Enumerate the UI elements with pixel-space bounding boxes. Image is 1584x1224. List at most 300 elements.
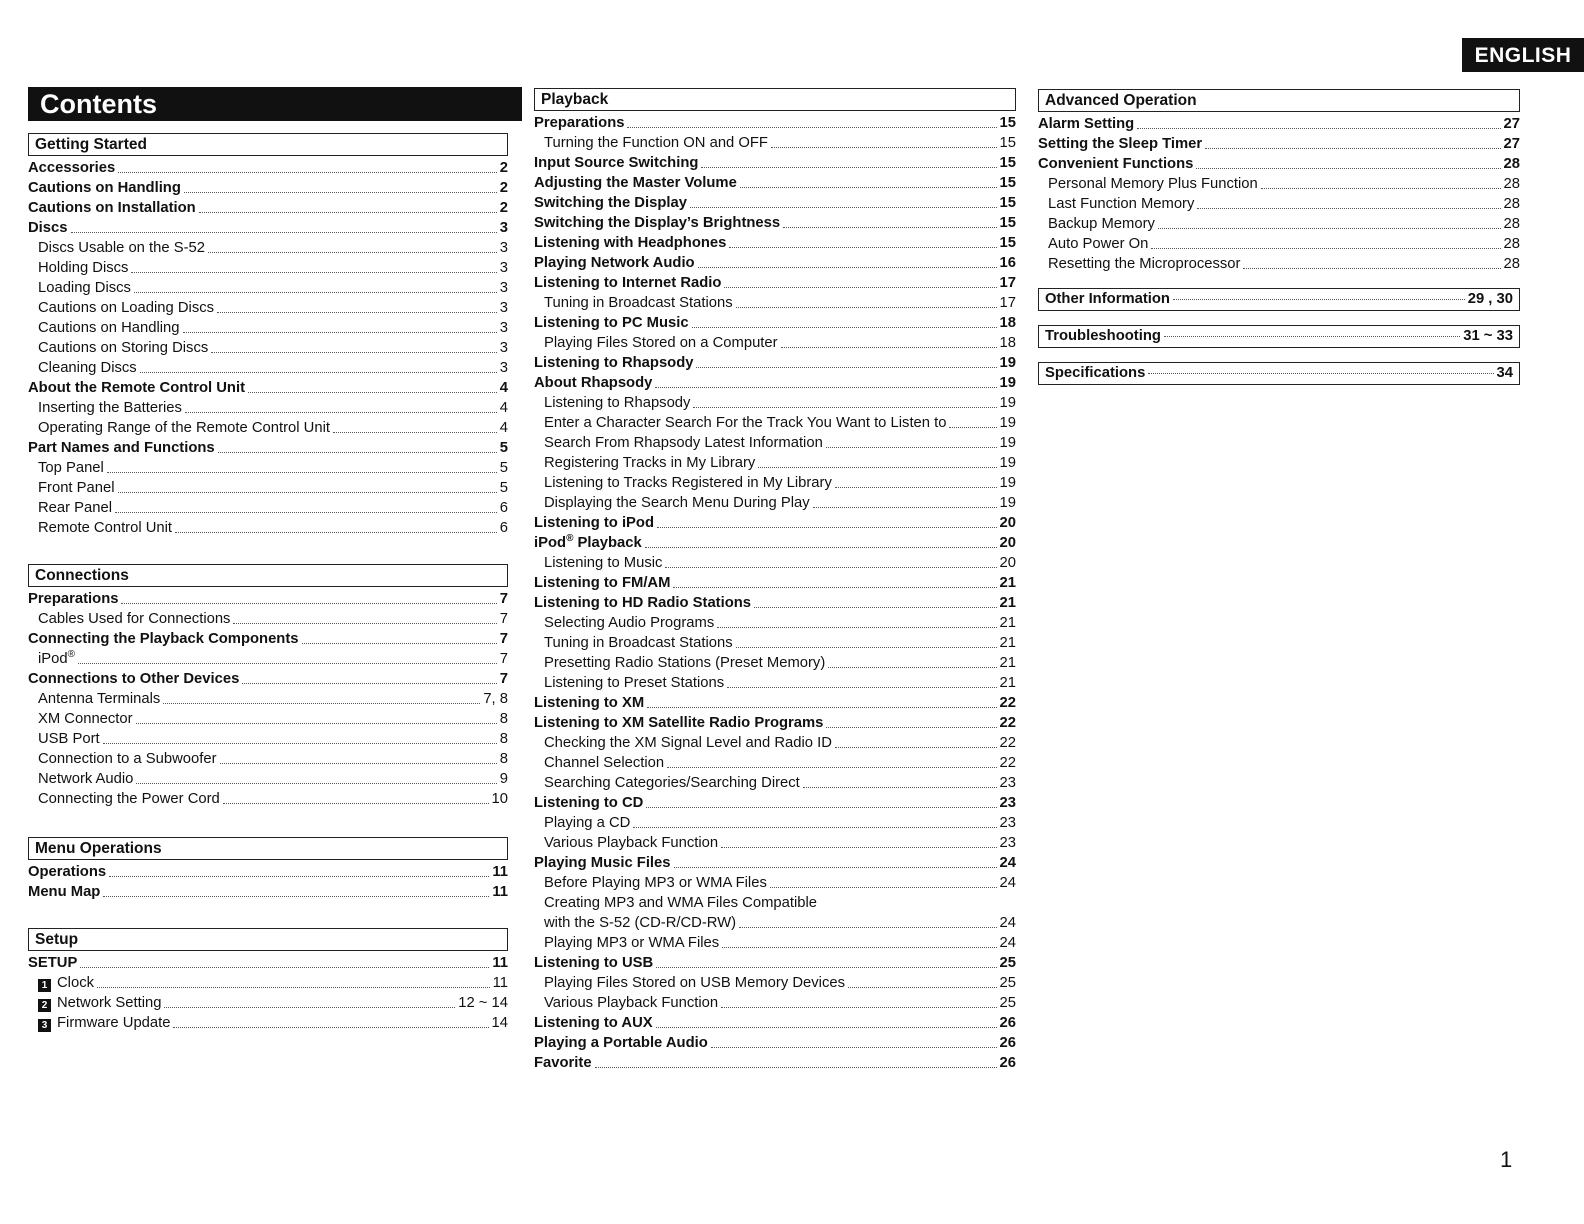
- toc-entry-label: Cautions on Storing Discs: [38, 340, 209, 356]
- toc-page-number: 17: [999, 295, 1016, 311]
- toc-page-number: 11: [492, 955, 508, 971]
- leader-dots: [783, 227, 996, 228]
- toc-page-number: 3: [499, 300, 508, 316]
- toc-entry: [1038, 254, 1520, 274]
- toc-entry: [28, 609, 508, 629]
- toc-entry: [534, 353, 1016, 373]
- toc-entry-label: Rear Panel: [38, 500, 113, 516]
- toc-entry: [534, 593, 1016, 613]
- leader-dots: [121, 603, 496, 604]
- toc-entry-label: Enter a Character Search For the Track You Want to Listen to: [544, 415, 947, 431]
- toc-entry-label: Remote Control Unit: [38, 520, 173, 536]
- toc-entry: [28, 729, 508, 749]
- toc-entry-label: Discs: [28, 220, 68, 236]
- toc-entry-label: Selecting Audio Programs: [544, 615, 715, 631]
- toc-page-number: 21: [999, 575, 1016, 591]
- leader-dots: [115, 512, 497, 513]
- toc-page-number: 7: [499, 631, 508, 647]
- toc-entry: [534, 393, 1016, 413]
- leader-dots: [665, 567, 996, 568]
- toc-entry-label: Front Panel: [38, 480, 115, 496]
- leader-dots: [835, 487, 997, 488]
- leader-dots: [647, 707, 996, 708]
- toc-entry: [1038, 114, 1520, 134]
- toc-entry: [534, 333, 1016, 353]
- toc-page-number: 21: [999, 635, 1016, 651]
- leader-dots: [949, 427, 996, 428]
- toc-entry: [28, 278, 508, 298]
- leader-dots: [690, 207, 997, 208]
- toc-page-number: 19: [999, 475, 1016, 491]
- registered-mark: ®: [67, 649, 75, 661]
- toc-entry: [534, 973, 1016, 993]
- leader-dots: [118, 492, 497, 493]
- toc-entry-label: Listening to Rhapsody: [534, 355, 694, 371]
- toc-entry-label: Checking the XM Signal Level and Radio ID: [544, 735, 832, 751]
- toc-entry: [28, 318, 508, 338]
- toc-entry: [534, 453, 1016, 473]
- toc-entry: [28, 218, 508, 238]
- toc-entry: [534, 153, 1016, 173]
- toc-page-number: 11: [492, 975, 508, 991]
- toc-entry-label: Listening to AUX: [534, 1015, 653, 1031]
- toc-entry-label: Presetting Radio Stations (Preset Memory): [544, 655, 826, 671]
- toc-entry: [28, 418, 508, 438]
- toc-entry: [1038, 194, 1520, 214]
- toc-page-number: 20: [999, 535, 1016, 551]
- leader-dots: [803, 787, 997, 788]
- toc-entry-label: Inserting the Batteries: [38, 400, 182, 416]
- toc-entry-label: Listening to USB: [534, 955, 654, 971]
- toc-page-number: 19: [999, 455, 1016, 471]
- toc-page-number: 26: [999, 1015, 1016, 1031]
- toc-entry: [1038, 214, 1520, 234]
- leader-dots: [1243, 268, 1500, 269]
- toc-entry-label: Cautions on Loading Discs: [38, 300, 215, 316]
- toc-page-number: 26: [999, 1055, 1016, 1071]
- toc-entry: [28, 378, 508, 398]
- leader-dots: [78, 663, 497, 664]
- toc-entry-label: Listening to Music: [544, 555, 663, 571]
- toc-entry: [534, 513, 1016, 533]
- toc-page-number: 2: [499, 180, 508, 196]
- leader-dots: [595, 1067, 997, 1068]
- toc-entry-label: Cables Used for Connections: [38, 611, 231, 627]
- toc-page-number: 28: [1503, 236, 1520, 252]
- leader-dots: [175, 532, 497, 533]
- toc-page-number: 11: [492, 884, 508, 900]
- toc-page-number: 25: [999, 975, 1016, 991]
- toc-entry: [534, 173, 1016, 193]
- toc-entry: [28, 709, 508, 729]
- toc-entry-label: Listening to FM/AM: [534, 575, 671, 591]
- leader-dots: [771, 147, 997, 148]
- toc-entry-label: Cautions on Handling: [38, 320, 180, 336]
- toc-page-number: 19: [999, 375, 1016, 391]
- toc-entry-label: Playing a CD: [544, 815, 631, 831]
- toc-entry-label: USB Port: [38, 731, 100, 747]
- leader-dots: [1151, 248, 1500, 249]
- leader-dots: [1197, 208, 1500, 209]
- leader-dots: [721, 847, 996, 848]
- leader-dots: [645, 547, 997, 548]
- toc-page-number: 18: [999, 335, 1016, 351]
- toc-entry: [534, 853, 1016, 873]
- toc-entry-label: Listening to Preset Stations: [544, 675, 725, 691]
- toc-entry: [28, 398, 508, 418]
- toc-page-number: 3: [499, 360, 508, 376]
- toc-entry-label: Connecting the Playback Components: [28, 631, 299, 647]
- toc-page-number: 31 ~ 33: [1463, 328, 1513, 344]
- toc-entry-label: Antenna Terminals: [38, 691, 161, 707]
- section-heading: Connections: [28, 564, 508, 587]
- toc-entry-label: Playing Network Audio: [534, 255, 695, 271]
- toc-entry-label: Listening to Tracks Registered in My Library: [544, 475, 832, 491]
- toc-page-number: 8: [499, 711, 508, 727]
- toc-page-number: 15: [999, 195, 1016, 211]
- toc-entry: [28, 258, 508, 278]
- toc-page-number: 4: [499, 380, 508, 396]
- toc-entry-label: Listening to iPod: [534, 515, 655, 531]
- toc-page-number: 9: [499, 771, 508, 787]
- toc-entry-label: About Rhapsody: [534, 375, 653, 391]
- leader-dots: [118, 172, 497, 173]
- page-title: Contents: [28, 87, 522, 121]
- toc-page-number: 23: [999, 775, 1016, 791]
- toc-page-number: 7: [499, 651, 508, 667]
- toc-page-number: 19: [999, 395, 1016, 411]
- toc-entry: [534, 833, 1016, 853]
- toc-entry-label: Cleaning Discs: [38, 360, 137, 376]
- toc-page-number: 2: [499, 200, 508, 216]
- toc-section: [534, 88, 1016, 1073]
- toc-entry-label: 2 Network Setting: [38, 994, 161, 1013]
- toc-page-number: 8: [499, 731, 508, 747]
- toc-entry-label: Setting the Sleep Timer: [1038, 136, 1203, 152]
- step-number-badge: 2: [38, 999, 51, 1012]
- toc-page-number: 21: [999, 595, 1016, 611]
- toc-entry: [28, 298, 508, 318]
- toc-page-number: 10: [491, 791, 508, 807]
- toc-page-number: 5: [499, 460, 508, 476]
- toc-page-number: 2: [499, 160, 508, 176]
- toc-entry: [534, 533, 1016, 553]
- toc-page-number: 5: [499, 440, 508, 456]
- page-number: 1: [1500, 1147, 1513, 1172]
- leader-dots: [233, 623, 496, 624]
- leader-dots: [673, 587, 996, 588]
- toc-entry: [534, 913, 1016, 933]
- toc-entry-label: Part Names and Functions: [28, 440, 215, 456]
- toc-page-number: 21: [999, 655, 1016, 671]
- leader-dots: [185, 412, 497, 413]
- toc-entry: [534, 673, 1016, 693]
- toc-page-number: 14: [491, 1015, 508, 1031]
- toc-entry: [534, 573, 1016, 593]
- leader-dots: [302, 643, 497, 644]
- toc-entry-label: Network Audio: [38, 771, 134, 787]
- toc-entry: [534, 133, 1016, 153]
- toc-entry-label: Search From Rhapsody Latest Information: [544, 435, 823, 451]
- toc-entry: [28, 1013, 508, 1033]
- toc-entry: [534, 373, 1016, 393]
- toc-entry-label: Listening to CD: [534, 795, 644, 811]
- toc-entry-label: Creating MP3 and WMA Files Compatible: [544, 895, 818, 911]
- toc-entry: [28, 178, 508, 198]
- toc-entry: [28, 769, 508, 789]
- leader-dots: [656, 1027, 997, 1028]
- toc-entry-label: Listening to PC Music: [534, 315, 689, 331]
- toc-entry: [534, 773, 1016, 793]
- section-heading: Menu Operations: [28, 837, 508, 860]
- toc-page-number: 19: [999, 415, 1016, 431]
- toc-page-number: 22: [999, 755, 1016, 771]
- toc-page-number: 3: [499, 280, 508, 296]
- toc-entry-label: Operations: [28, 864, 107, 880]
- toc-entry: [534, 933, 1016, 953]
- leader-dots: [184, 192, 497, 193]
- toc-column-2: [534, 88, 1016, 1093]
- toc-page-number: 19: [999, 355, 1016, 371]
- toc-page-number: 24: [999, 875, 1016, 891]
- toc-entry-label: Last Function Memory: [1048, 196, 1195, 212]
- toc-column-1: [28, 87, 508, 1053]
- leader-dots: [701, 167, 996, 168]
- toc-page-number: 22: [999, 695, 1016, 711]
- toc-entry: [28, 158, 508, 178]
- leader-dots: [722, 947, 996, 948]
- leader-dots: [208, 252, 497, 253]
- leader-dots: [140, 372, 497, 373]
- toc-entry-label: Listening to Internet Radio: [534, 275, 722, 291]
- toc-entry: [534, 413, 1016, 433]
- toc-entry: [1038, 234, 1520, 254]
- toc-entry: [534, 313, 1016, 333]
- toc-page-number: 6: [499, 520, 508, 536]
- toc-page-number: 20: [999, 515, 1016, 531]
- leader-dots: [164, 1007, 455, 1008]
- toc-entry-label: Personal Memory Plus Function: [1048, 176, 1258, 192]
- toc-entry: [28, 358, 508, 378]
- toc-entry: [534, 733, 1016, 753]
- toc-entry-label: 3 Firmware Update: [38, 1014, 170, 1033]
- leader-dots: [729, 247, 996, 248]
- toc-entry: [28, 953, 508, 973]
- toc-page-number: 22: [999, 735, 1016, 751]
- toc-entry: [534, 493, 1016, 513]
- leader-dots: [248, 392, 497, 393]
- toc-entry: [28, 973, 508, 993]
- toc-entry-label: Input Source Switching: [534, 155, 699, 171]
- toc-page-number: 19: [999, 495, 1016, 511]
- leader-dots: [698, 267, 997, 268]
- toc-page-number: 24: [999, 915, 1016, 931]
- toc-section: [28, 837, 508, 902]
- toc-page-number: 22: [999, 715, 1016, 731]
- leader-dots: [848, 987, 997, 988]
- toc-entry: [28, 882, 508, 902]
- toc-entry-label: Listening to Rhapsody: [544, 395, 691, 411]
- toc-page-number: 3: [499, 220, 508, 236]
- leader-dots: [103, 896, 489, 897]
- toc-entry-label: Loading Discs: [38, 280, 131, 296]
- toc-page-number: 15: [999, 115, 1016, 131]
- toc-page-number: 6: [499, 500, 508, 516]
- leader-dots: [692, 327, 997, 328]
- toc-entry: [1038, 174, 1520, 194]
- toc-entry: [28, 438, 508, 458]
- toc-entry: [534, 473, 1016, 493]
- leader-dots: [633, 827, 996, 828]
- toc-entry-label: Connecting the Power Cord: [38, 791, 220, 807]
- leader-dots: [655, 387, 996, 388]
- toc-entry-label: About the Remote Control Unit: [28, 380, 245, 396]
- toc-page-number: 26: [999, 1035, 1016, 1051]
- leader-dots: [242, 683, 496, 684]
- toc-page-number: 23: [999, 795, 1016, 811]
- leader-dots: [770, 887, 997, 888]
- toc-entry-label: Registering Tracks in My Library: [544, 455, 756, 471]
- toc-entry-label: Switching the Display’s Brightness: [534, 215, 781, 231]
- toc-section: [28, 133, 508, 538]
- leader-dots: [1196, 168, 1500, 169]
- leader-dots: [1205, 148, 1500, 149]
- toc-entry-label: Cautions on Handling: [28, 180, 181, 196]
- leader-dots: [693, 407, 996, 408]
- leader-dots: [758, 467, 996, 468]
- toc-page-number: 4: [499, 400, 508, 416]
- toc-entry-label: Connections to Other Devices: [28, 671, 240, 687]
- toc-entry: [28, 669, 508, 689]
- toc-entry: [534, 713, 1016, 733]
- toc-entry-label: SETUP: [28, 955, 78, 971]
- leader-dots: [835, 747, 997, 748]
- toc-page-number: 34: [1496, 365, 1513, 381]
- toc-page-number: 27: [1503, 136, 1520, 152]
- toc-entry: [28, 589, 508, 609]
- toc-page-number: 5: [499, 480, 508, 496]
- toc-page-number: 23: [999, 835, 1016, 851]
- leader-dots: [724, 287, 996, 288]
- toc-entry-label: Preparations: [534, 115, 625, 131]
- toc-entry-label: Cautions on Installation: [28, 200, 196, 216]
- toc-page-number: 28: [1503, 216, 1520, 232]
- toc-page-number: 7: [499, 591, 508, 607]
- toc-entry: [534, 893, 1016, 913]
- toc-page-number: 17: [999, 275, 1016, 291]
- toc-section: [28, 564, 508, 809]
- toc-entry-label: Top Panel: [38, 460, 104, 476]
- toc-entry-label: Searching Categories/Searching Direct: [544, 775, 800, 791]
- leader-dots: [740, 187, 997, 188]
- toc-entry-label: Switching the Display: [534, 195, 687, 211]
- leader-dots: [674, 867, 997, 868]
- leader-dots: [646, 807, 996, 808]
- toc-page-number: 3: [499, 240, 508, 256]
- leader-dots: [736, 647, 997, 648]
- leader-dots: [1173, 299, 1465, 300]
- toc-entry-label: Channel Selection: [544, 755, 665, 771]
- toc-entry-label: Listening to HD Radio Stations: [534, 595, 752, 611]
- toc-entry-label: Discs Usable on the S-52: [38, 240, 205, 256]
- leader-dots: [828, 667, 996, 668]
- leader-dots: [97, 987, 490, 988]
- toc-page-number: 25: [999, 995, 1016, 1011]
- toc-entry-label: Favorite: [534, 1055, 592, 1071]
- toc-entry: [534, 813, 1016, 833]
- toc-entry-label: Operating Range of the Remote Control Unit: [38, 420, 330, 436]
- toc-page-number: 28: [1503, 256, 1520, 272]
- toc-page-number: 12 ~ 14: [458, 995, 508, 1011]
- toc-entry-label: Listening to XM: [534, 695, 645, 711]
- toc-entry-label: Listening to XM Satellite Radio Programs: [534, 715, 824, 731]
- toc-entry: [28, 862, 508, 882]
- language-tab: ENGLISH: [1462, 38, 1584, 72]
- toc-page-number: 8: [499, 751, 508, 767]
- toc-entry-label: Resetting the Microprocessor: [1048, 256, 1241, 272]
- leader-dots: [183, 332, 497, 333]
- leader-dots: [826, 447, 997, 448]
- toc-page-number: 28: [1503, 156, 1520, 172]
- toc-entry: [28, 789, 508, 809]
- toc-entry-label: Backup Memory: [1048, 216, 1155, 232]
- step-number-badge: 3: [38, 1019, 51, 1032]
- toc-entry: [534, 193, 1016, 213]
- toc-entry: [1038, 134, 1520, 154]
- toc-entry: [534, 1013, 1016, 1033]
- leader-dots: [696, 367, 996, 368]
- toc-page-number: 25: [999, 955, 1016, 971]
- toc-entry: [534, 653, 1016, 673]
- toc-page-number: 24: [999, 855, 1016, 871]
- leader-dots: [1137, 128, 1500, 129]
- leader-dots: [754, 607, 997, 608]
- leader-dots: [218, 452, 497, 453]
- toc-page-number: 15: [999, 215, 1016, 231]
- toc-entry: [534, 233, 1016, 253]
- toc-entry-label: Tuning in Broadcast Stations: [544, 635, 733, 651]
- toc-entry-label: Playing Music Files: [534, 855, 671, 871]
- leader-dots: [1164, 336, 1460, 337]
- toc-entry: [28, 198, 508, 218]
- toc-entry-label: iPod®: [38, 649, 75, 667]
- leader-dots: [109, 876, 489, 877]
- toc-column-3: [1038, 89, 1520, 399]
- toc-page-number: 24: [999, 935, 1016, 951]
- toc-page-number: 3: [499, 340, 508, 356]
- toc-entry-label: Menu Map: [28, 884, 101, 900]
- leader-dots: [667, 767, 996, 768]
- toc-entry: [534, 693, 1016, 713]
- toc-entry-label: Connection to a Subwoofer: [38, 751, 217, 767]
- toc-entry: [534, 993, 1016, 1013]
- toc-entry-label: Listening with Headphones: [534, 235, 727, 251]
- leader-dots: [223, 803, 489, 804]
- toc-entry-label: Troubleshooting: [1045, 328, 1161, 344]
- leader-dots: [173, 1027, 488, 1028]
- leader-dots: [131, 272, 496, 273]
- section-heading: Getting Started: [28, 133, 508, 156]
- toc-page-number: 16: [999, 255, 1016, 271]
- toc-page-number: 15: [999, 235, 1016, 251]
- toc-boxed-entry: [1038, 325, 1520, 348]
- toc-entry-label: Alarm Setting: [1038, 116, 1135, 132]
- toc-entry: [28, 498, 508, 518]
- toc-section: [28, 928, 508, 1033]
- toc-entry-label: Playing MP3 or WMA Files: [544, 935, 720, 951]
- toc-entry: [534, 293, 1016, 313]
- toc-entry: [534, 113, 1016, 133]
